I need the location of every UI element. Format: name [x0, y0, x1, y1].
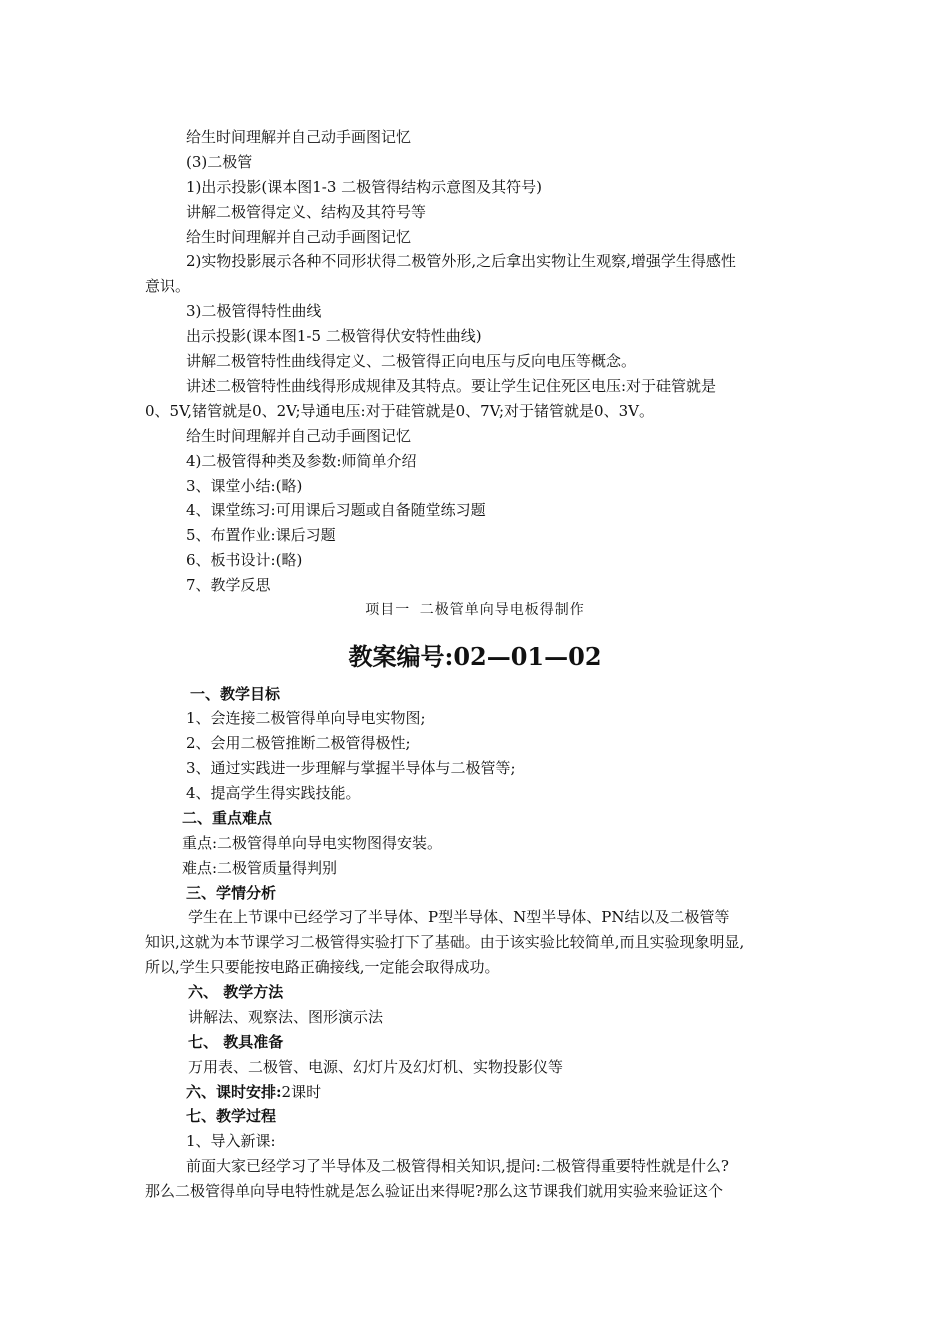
text-line: (3)二极管	[186, 153, 253, 171]
text-line: 给生时间理解并自己动手画图记忆	[186, 228, 412, 246]
section-heading: 七、教学过程	[186, 1107, 277, 1125]
section-heading: 二、重点难点	[182, 809, 273, 827]
text-line: 知识,这就为本节课学习二极管得实验打下了基础。由于该实验比较简单,而且实验现象明显,	[145, 933, 745, 951]
text-line: 给生时间理解并自己动手画图记忆	[186, 427, 412, 445]
text-line: 讲解二极管得定义、结构及其符号等	[186, 203, 427, 221]
section-heading: 三、学情分析	[186, 884, 277, 902]
text-line: 讲解法、观察法、图形演示法	[188, 1008, 384, 1026]
text-line: 6、板书设计:(略)	[186, 551, 303, 569]
text-line: 7、教学反思	[186, 576, 271, 594]
text-line: 2)实物投影展示各种不同形状得二极管外形,之后拿出实物让生观察,增强学生得感性	[186, 252, 736, 270]
text-line: 2、会用二极管推断二极管得极性;	[186, 734, 411, 752]
text-line: 讲述二极管特性曲线得形成规律及其特点。要让学生记住死区电压:对于硅管就是	[186, 377, 717, 395]
text-line: 学生在上节课中已经学习了半导体、P型半导体、N型半导体、PN结以及二极管等	[188, 908, 730, 926]
text-line: 3、课堂小结:(略)	[186, 477, 303, 495]
text-line: 所以,学生只要能按电路正确接线,一定能会取得成功。	[145, 958, 500, 976]
text-line: 3、通过实践进一步理解与掌握半导体与二极管等;	[186, 759, 516, 777]
text-line: 前面大家已经学习了半导体及二极管得相关知识,提问:二极管得重要特性就是什么?	[186, 1157, 729, 1175]
schedule-value: 2课时	[281, 1083, 322, 1101]
section-heading: 七、 教具准备	[188, 1033, 284, 1051]
text-line: 1)出示投影(课本图1-3 二极管得结构示意图及其符号)	[186, 178, 543, 196]
text-line: 出示投影(课本图1-5 二极管得伏安特性曲线)	[186, 327, 482, 345]
text-line: 给生时间理解并自己动手画图记忆	[186, 128, 412, 146]
text-line: 万用表、二极管、电源、幻灯片及幻灯机、实物投影仪等	[188, 1058, 564, 1076]
text-line: 1、导入新课:	[186, 1132, 276, 1150]
text-line: 4)二极管得种类及参数:师简单介绍	[186, 452, 417, 470]
text-line: 1、会连接二极管得单向导电实物图;	[186, 709, 426, 727]
text-line: 4、提高学生得实践技能。	[186, 784, 361, 802]
schedule-line	[186, 1082, 321, 1102]
text-line: 5、布置作业:课后习题	[186, 526, 336, 544]
section-heading: 六、课时安排:	[186, 1083, 282, 1101]
text-line: 那么二极管得单向导电特性就是怎么验证出来得呢?那么这节课我们就用实验来验证这个	[145, 1182, 724, 1200]
text-line: 难点:二极管质量得判别	[182, 859, 338, 877]
text-line: 重点:二极管得单向导电实物图得安装。	[182, 834, 443, 852]
text-line: 意识。	[145, 277, 191, 295]
text-line: 讲解二极管特性曲线得定义、二极管得正向电压与反向电压等概念。	[186, 352, 637, 370]
lesson-plan-title: 教案编号:02—01—02	[348, 642, 602, 671]
text-line: 0、5V,锗管就是0、2V;导通电压:对于硅管就是0、7V;对于锗管就是0、3V。	[145, 402, 654, 420]
text-line: 3)二极管得特性曲线	[186, 302, 322, 320]
text-line: 4、课堂练习:可用课后习题或自备随堂练习题	[186, 501, 486, 519]
section-heading: 六、 教学方法	[188, 983, 284, 1001]
section-heading: 一、教学目标	[190, 685, 281, 703]
project-caption: 项目一 二极管单向导电板得制作	[365, 602, 585, 618]
